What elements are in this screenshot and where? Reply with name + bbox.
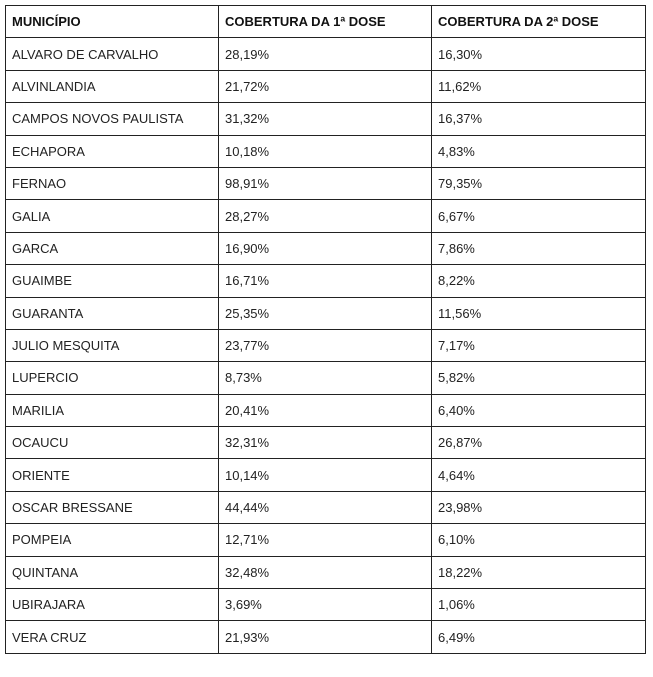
cell-first-dose: 25,35%	[219, 297, 432, 329]
cell-first-dose: 21,72%	[219, 70, 432, 102]
table-row	[6, 103, 646, 135]
cell-municipio: ALVINLANDIA	[6, 70, 219, 102]
header-first-dose: COBERTURA DA 1ª DOSE	[219, 6, 432, 38]
cell-first-dose: 8,73%	[219, 362, 432, 394]
cell-first-dose: 23,77%	[219, 329, 432, 361]
cell-second-dose: 5,82%	[432, 362, 646, 394]
cell-municipio: GUAIMBE	[6, 265, 219, 297]
cell-municipio: QUINTANA	[6, 556, 219, 588]
cell-first-dose: 32,31%	[219, 427, 432, 459]
cell-municipio: VERA CRUZ	[6, 621, 219, 653]
cell-second-dose: 6,49%	[432, 621, 646, 653]
cell-second-dose: 16,37%	[432, 103, 646, 135]
cell-municipio: POMPEIA	[6, 524, 219, 556]
cell-second-dose: 79,35%	[432, 167, 646, 199]
table-row	[6, 329, 646, 361]
table-row	[6, 70, 646, 102]
cell-first-dose: 20,41%	[219, 394, 432, 426]
cell-first-dose: 10,18%	[219, 135, 432, 167]
header-municipio: MUNICÍPIO	[6, 6, 219, 38]
header-second-dose: COBERTURA DA 2ª DOSE	[432, 6, 646, 38]
table-row	[6, 589, 646, 621]
table-row	[6, 427, 646, 459]
table-row	[6, 621, 646, 653]
cell-first-dose: 12,71%	[219, 524, 432, 556]
cell-municipio: LUPERCIO	[6, 362, 219, 394]
cell-second-dose: 11,62%	[432, 70, 646, 102]
cell-municipio: JULIO MESQUITA	[6, 329, 219, 361]
cell-second-dose: 4,83%	[432, 135, 646, 167]
table-body	[6, 38, 646, 653]
cell-first-dose: 28,27%	[219, 200, 432, 232]
cell-first-dose: 44,44%	[219, 491, 432, 523]
cell-municipio: UBIRAJARA	[6, 589, 219, 621]
table-row	[6, 491, 646, 523]
cell-second-dose: 11,56%	[432, 297, 646, 329]
cell-second-dose: 6,10%	[432, 524, 646, 556]
table-row	[6, 524, 646, 556]
cell-municipio: GALIA	[6, 200, 219, 232]
cell-second-dose: 6,67%	[432, 200, 646, 232]
cell-municipio: ECHAPORA	[6, 135, 219, 167]
vaccination-coverage-table	[5, 5, 646, 654]
cell-second-dose: 26,87%	[432, 427, 646, 459]
table-row	[6, 38, 646, 70]
cell-first-dose: 10,14%	[219, 459, 432, 491]
cell-second-dose: 23,98%	[432, 491, 646, 523]
cell-second-dose: 8,22%	[432, 265, 646, 297]
cell-municipio: GARCA	[6, 232, 219, 264]
cell-municipio: ALVARO DE CARVALHO	[6, 38, 219, 70]
cell-first-dose: 28,19%	[219, 38, 432, 70]
cell-municipio: CAMPOS NOVOS PAULISTA	[6, 103, 219, 135]
table-row	[6, 297, 646, 329]
cell-municipio: MARILIA	[6, 394, 219, 426]
table-row	[6, 167, 646, 199]
cell-second-dose: 4,64%	[432, 459, 646, 491]
cell-first-dose: 16,90%	[219, 232, 432, 264]
cell-second-dose: 18,22%	[432, 556, 646, 588]
table-row	[6, 265, 646, 297]
cell-first-dose: 3,69%	[219, 589, 432, 621]
cell-first-dose: 21,93%	[219, 621, 432, 653]
table-header-row	[6, 6, 646, 38]
cell-first-dose: 16,71%	[219, 265, 432, 297]
cell-first-dose: 32,48%	[219, 556, 432, 588]
table-row	[6, 394, 646, 426]
table-row	[6, 556, 646, 588]
cell-second-dose: 6,40%	[432, 394, 646, 426]
cell-second-dose: 16,30%	[432, 38, 646, 70]
table-row	[6, 362, 646, 394]
cell-municipio: OCAUCU	[6, 427, 219, 459]
table-row	[6, 232, 646, 264]
cell-municipio: GUARANTA	[6, 297, 219, 329]
cell-municipio: ORIENTE	[6, 459, 219, 491]
table-row	[6, 459, 646, 491]
table-row	[6, 200, 646, 232]
cell-first-dose: 31,32%	[219, 103, 432, 135]
cell-municipio: OSCAR BRESSANE	[6, 491, 219, 523]
cell-second-dose: 7,86%	[432, 232, 646, 264]
cell-municipio: FERNAO	[6, 167, 219, 199]
cell-second-dose: 7,17%	[432, 329, 646, 361]
cell-second-dose: 1,06%	[432, 589, 646, 621]
table-row	[6, 135, 646, 167]
cell-first-dose: 98,91%	[219, 167, 432, 199]
